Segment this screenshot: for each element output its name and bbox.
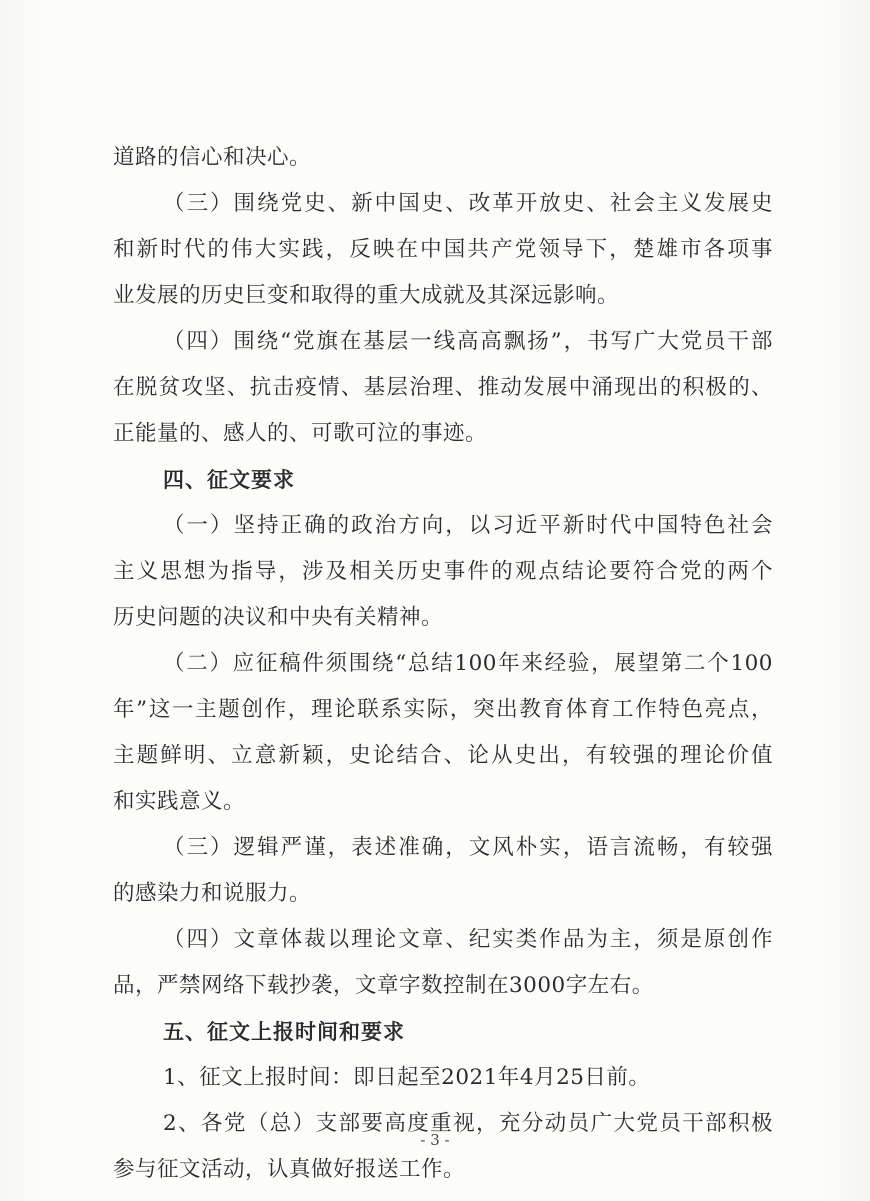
- section-heading: 五、征文上报时间和要求: [163, 1020, 405, 1044]
- paragraph-line: 的感染力和说服力。: [113, 881, 312, 906]
- paragraph-line: 和实践意义。: [113, 789, 246, 814]
- paragraph-line: 道路的信心和决心。: [113, 145, 312, 170]
- paragraph-line: 品，严禁网络下载抄袭，文章字数控制在3000字左右。: [113, 973, 654, 998]
- paragraph-line: 年”这一主题创作，理论联系实际，突出教育体育工作特色亮点，: [113, 697, 773, 722]
- paragraph-line: 历史问题的决议和中央有关精神。: [113, 605, 444, 630]
- paragraph-line: （二）应征稿件须围绕“总结100年来经验，展望第二个100: [163, 651, 773, 676]
- paragraph-line: 主题鲜明、立意新颖，史论结合、论从史出，有较强的理论价值: [113, 743, 773, 768]
- paragraph-line: 2、各党（总）支部要高度重视，充分动员广大党员干部积极: [163, 1111, 773, 1136]
- paragraph-line: （三）逻辑严谨，表述准确，文风朴实，语言流畅，有较强: [163, 835, 773, 860]
- paragraph-line: 和新时代的伟大实践，反映在中国共产党领导下，楚雄市各项事: [113, 237, 773, 262]
- paragraph-line: 1、征文上报时间：即日起至2021年4月25日前。: [163, 1065, 651, 1090]
- paragraph-line: （四）文章体裁以理论文章、纪实类作品为主，须是原创作: [163, 927, 773, 952]
- paragraph-line: 正能量的、感人的、可歌可泣的事迹。: [113, 421, 488, 446]
- paragraph-line: 主义思想为指导，涉及相关历史事件的观点结论要符合党的两个: [113, 559, 773, 584]
- paragraph-line: （四）围绕“党旗在基层一线高高飘扬”，书写广大党员干部: [163, 329, 773, 354]
- paragraph-line: （一）坚持正确的政治方向，以习近平新时代中国特色社会: [163, 513, 773, 538]
- document-body: [113, 135, 773, 1193]
- section-heading: 四、征文要求: [163, 468, 295, 492]
- paragraph-line: 在脱贫攻坚、抗击疫情、基层治理、推动发展中涌现出的积极的、: [113, 375, 773, 400]
- page-number: - 3 -: [420, 1131, 450, 1149]
- paragraph-line: 参与征文活动，认真做好报送工作。: [113, 1157, 466, 1182]
- paragraph-line: 业发展的历史巨变和取得的重大成就及其深远影响。: [113, 283, 620, 308]
- paragraph-line: （三）围绕党史、新中国史、改革开放史、社会主义发展史: [163, 191, 773, 216]
